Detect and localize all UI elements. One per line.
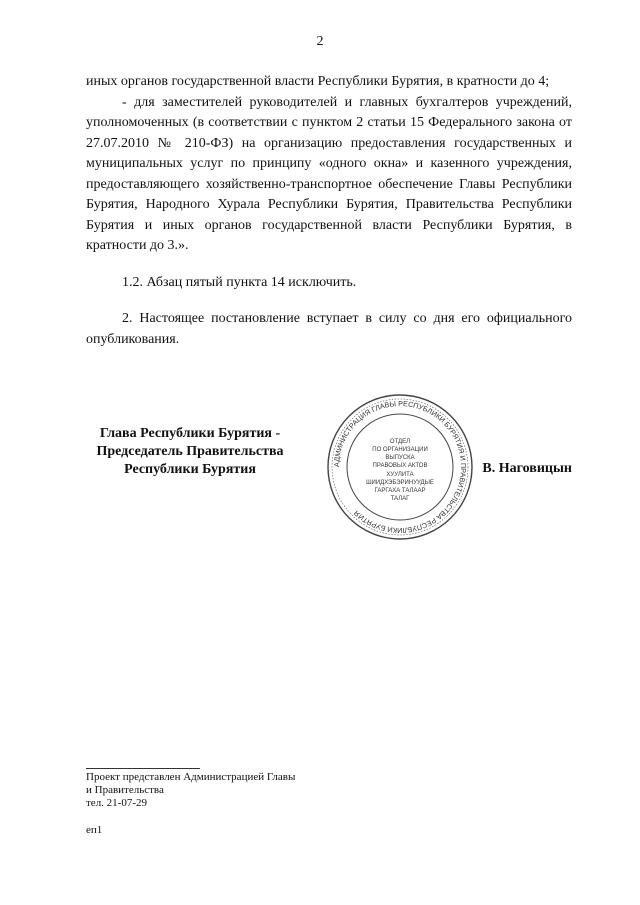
footnote-phone: тел. 21-07-29 (86, 797, 148, 809)
seal-ring-textpath: АДМИНИСТРАЦИЯ ГЛАВЫ РЕСПУБЛИКИ БУРЯТИЯ И ПРАВИТЕЛЬСТВА РЕСПУБЛИКИ БУРЯТИЯ (331, 398, 469, 536)
seal-inner-line-5: ХУУЛИТА (386, 472, 414, 478)
signature-title-line-1: Глава Республики Бурятия - (99, 426, 281, 441)
footnote-line-1: Проект представлен Администрацией Главы (86, 771, 296, 783)
seal-inner-line-3: ВЫПУСКА (385, 455, 415, 461)
paragraph-2: - для заместителей руководителей и главных бухгалтеров учреждений, уполномоченных (в соответствии с пунктом 2 статьи 15 Федерального закона от 27.07.2010 № 210-ФЗ) на организацию предоставления государственных и муниципальных услуг по принципу «одного окна» и казенного учреждения, предоставляющего хозяйственно-транспортное обеспечение Главы Республики Бурятия, Народного Хурала Республики Бурятия, Правительства Республики Бурятия и иных органов государственной власти Республики Бурятия, в кратности до 3.». (86, 94, 572, 253)
paragraph-1: иных органов государственной власти Республики Бурятия, в кратности до 4; (86, 74, 550, 89)
seal-inner-line-7: ГАРГАХА ТАЛААР (374, 488, 426, 494)
paragraph-3: 1.2. Абзац пятый пункта 14 исключить. (122, 274, 357, 290)
paragraph-4: 2. Настоящее постановление вступает в силу со дня его официального опубликования. (86, 311, 572, 347)
signature-title-line-3: Республики Бурятия (124, 462, 256, 477)
footnote (86, 771, 295, 810)
signatory-name: В. Наговицын (482, 461, 572, 476)
footnote-line-2: и Правительства (86, 784, 164, 796)
seal-inner-line-2: ПО ОРГАНИЗАЦИИ (372, 447, 428, 453)
official-seal (326, 393, 474, 541)
footnote-separator (86, 768, 200, 769)
document-code: еп1 (86, 824, 103, 836)
page-number: 2 (316, 34, 324, 49)
signature-title-line-2: Председатель Правительства (96, 444, 284, 459)
signature-title (86, 425, 294, 479)
seal-inner-line-8: ТАЛАГ (390, 496, 410, 502)
seal-inner-line-4: ПРАВОВЫХ АКТОВ (372, 463, 428, 469)
seal-inner-line-6: ШИИДХЭБЭРИНУУДЫЕ (366, 480, 434, 486)
seal-inner-line-1: ОТДЕЛ (389, 439, 411, 445)
document-body (86, 72, 572, 350)
